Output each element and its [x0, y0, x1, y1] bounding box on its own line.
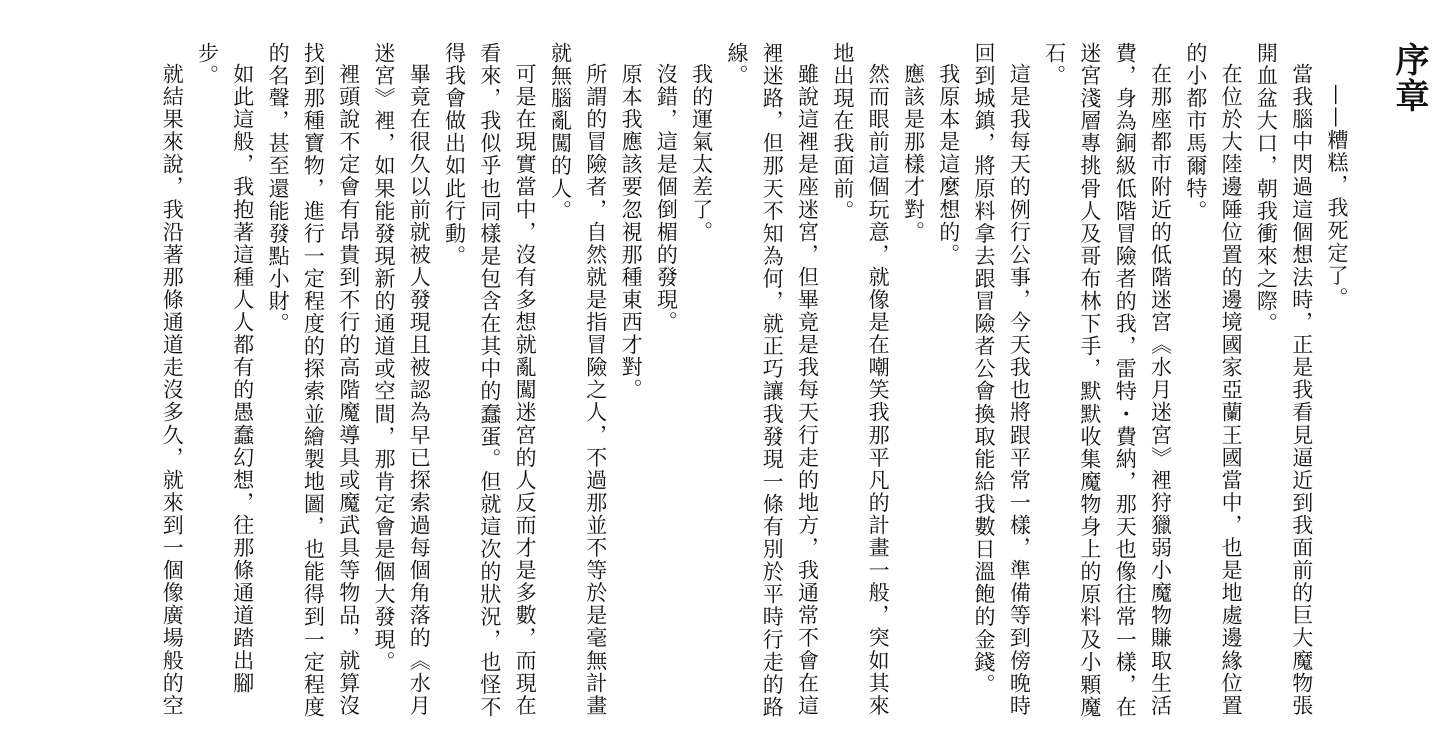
paragraph: 在位於大陸邊陲位置的邊境國家亞蘭王國當中，也是地處邊緣位置的小都市馬爾特。 [1183, 42, 1244, 717]
paragraph: 沒錯，這是個倒楣的發現。 [654, 63, 679, 334]
paragraph: 這是我每天的例行公事，今天我也將跟平常一樣，準備等到傍晚時回到城鎮，將原料拿去跟冒險者公會換取能給我數日溫飽的金錢。 [972, 42, 1032, 717]
paragraph: 原本我應該要忽視那種東西才對。 [619, 63, 644, 402]
paragraph: 當我腦中閃過這個想法時，正是我看見逼近到我面前的巨大魔物張開血盆大口，朝我衝來之際。 [1254, 42, 1314, 717]
paragraph: 裡頭說不定會有昂貴到不行的高階魔導具或魔武具等物品，就算沒找到那種寶物，進行一定程度的探索並繪製地圖，也能得到一定程度的名聲，甚至還能發點小財。 [266, 42, 361, 719]
epigraph: ——糟糕，我死定了。 [1325, 84, 1349, 310]
paragraph: 我原本是這麼想的。 [936, 63, 961, 266]
paragraph: 然而眼前這個玩意，就像是在嘲笑我那平凡的計畫一般，突如其來地出現在我面前。 [830, 42, 891, 717]
paragraph: 應該是那樣才對。 [901, 63, 926, 244]
chapter-body [0, 42, 1354, 722]
paragraph: 如此這般，我抱著這種人人都有的愚蠢幻想，往那條通道踏出腳步。 [195, 42, 255, 695]
paragraph: 我的運氣太差了。 [689, 63, 714, 244]
chapter-title: 序章 [1389, 42, 1429, 114]
paragraph: 可是在現實當中，沒有多想就亂闖迷宮的人反而才是多數，而現在看來，我似乎也同樣是包含在其中的蠢蛋。但就這次的狀況，也怪不得我會做出如此行動。 [442, 42, 538, 719]
paragraph: 就結果來說，我沿著那條通道走沒多久，就來到一個像廣場般的空 [160, 63, 185, 717]
paragraph: 雖說這裡是座迷宮，但畢竟是我每天行走的地方，我通常不會在這裡迷路，但那天不知為何，就正巧讓我發現一條有別於平時行走的路線。 [724, 42, 820, 719]
paragraph: 畢竟在很久以前就被人發現且被認為早已探索過每個角落的《水月迷宮》裡，如果能發現新的通道或空間，那肯定會是個大發現。 [371, 42, 432, 717]
paragraph: 在那座都市附近的低階迷宮《水月迷宮》裡狩獵弱小魔物賺取生活費，身為銅級低階冒險者的我，雷特・費納，那天也像往常一樣，在迷宮淺層專挑骨人及哥布林下手，默默收集魔物身上的原料及小顆魔石。 [1042, 42, 1173, 719]
paragraph: 所謂的冒險者，自然就是指冒險之人，不過那並不等於是毫無計畫就無腦亂闖的人。 [548, 42, 608, 717]
